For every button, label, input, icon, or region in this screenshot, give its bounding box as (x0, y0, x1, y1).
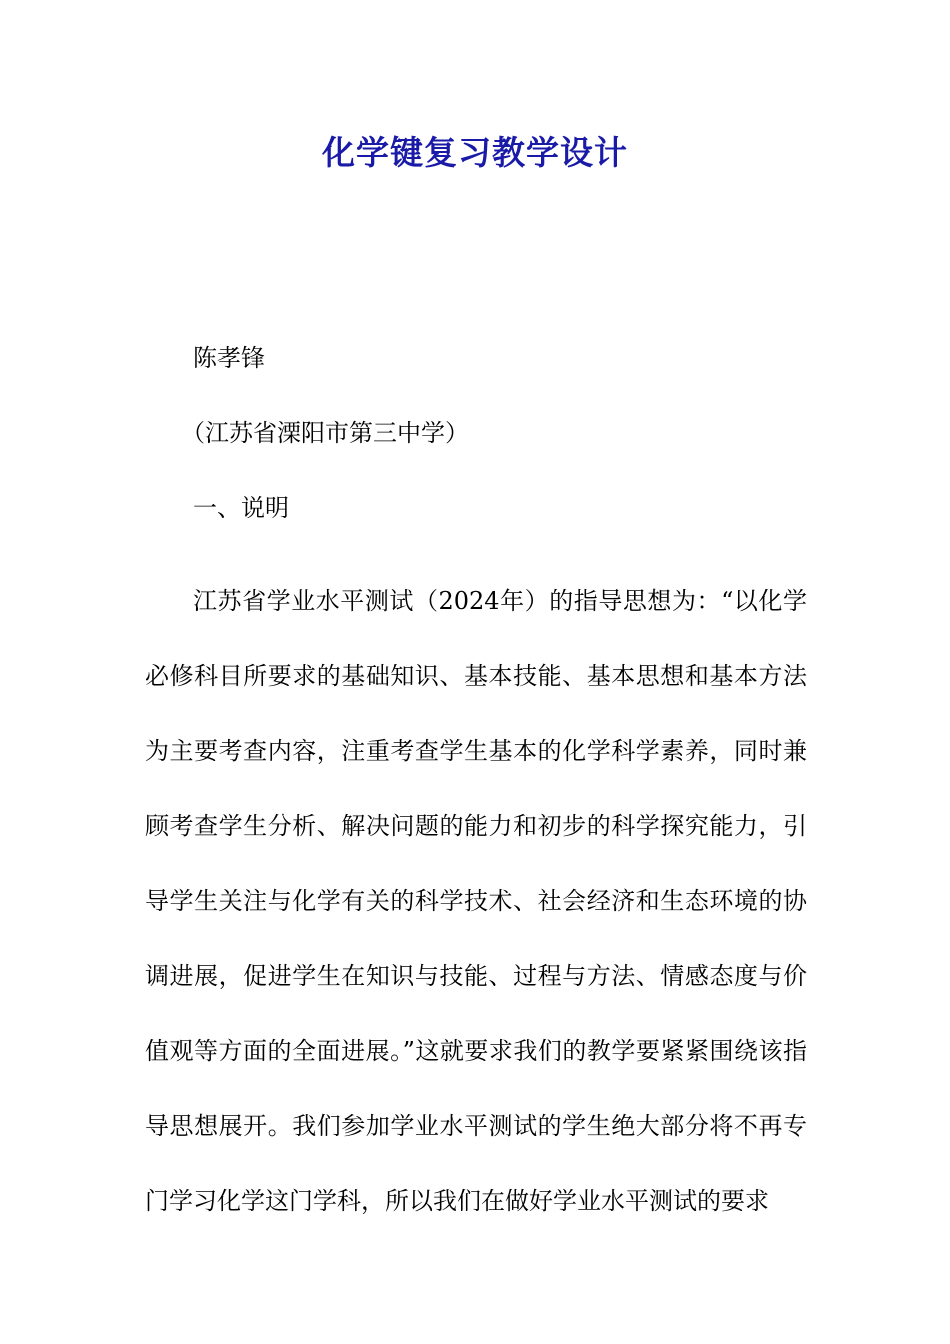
author-name: 陈孝锋 (193, 344, 265, 372)
body-paragraph: 江苏省学业水平测试（2024年）的指导思想为：“以化学必修科目所要求的基础知识、基本技能、基本思想和基本方法为主要考查内容，注重考查学生基本的化学科学素养，同时兼顾考查学生分析、解决问题的能力和初步的科学探究能力，引导学生关注与化学有关的科学技术、社会经济和生态环境的协调进展，促进学生在知识与技能、过程与方法、情感态度与价值观等方面的全面进展。”这就要求我们的教学要紧紧围绕该指导思想展开。我们参加学业水平测试的学生绝大部分将不再专门学习化学这门学科，所以我们在做好学业水平测试的要求 (145, 587, 807, 1215)
author-affiliation: （江苏省溧阳市第三中学） (181, 419, 469, 447)
section-heading: 一、说明 (193, 494, 289, 522)
document-title: 化学键复习教学设计 (322, 133, 628, 172)
